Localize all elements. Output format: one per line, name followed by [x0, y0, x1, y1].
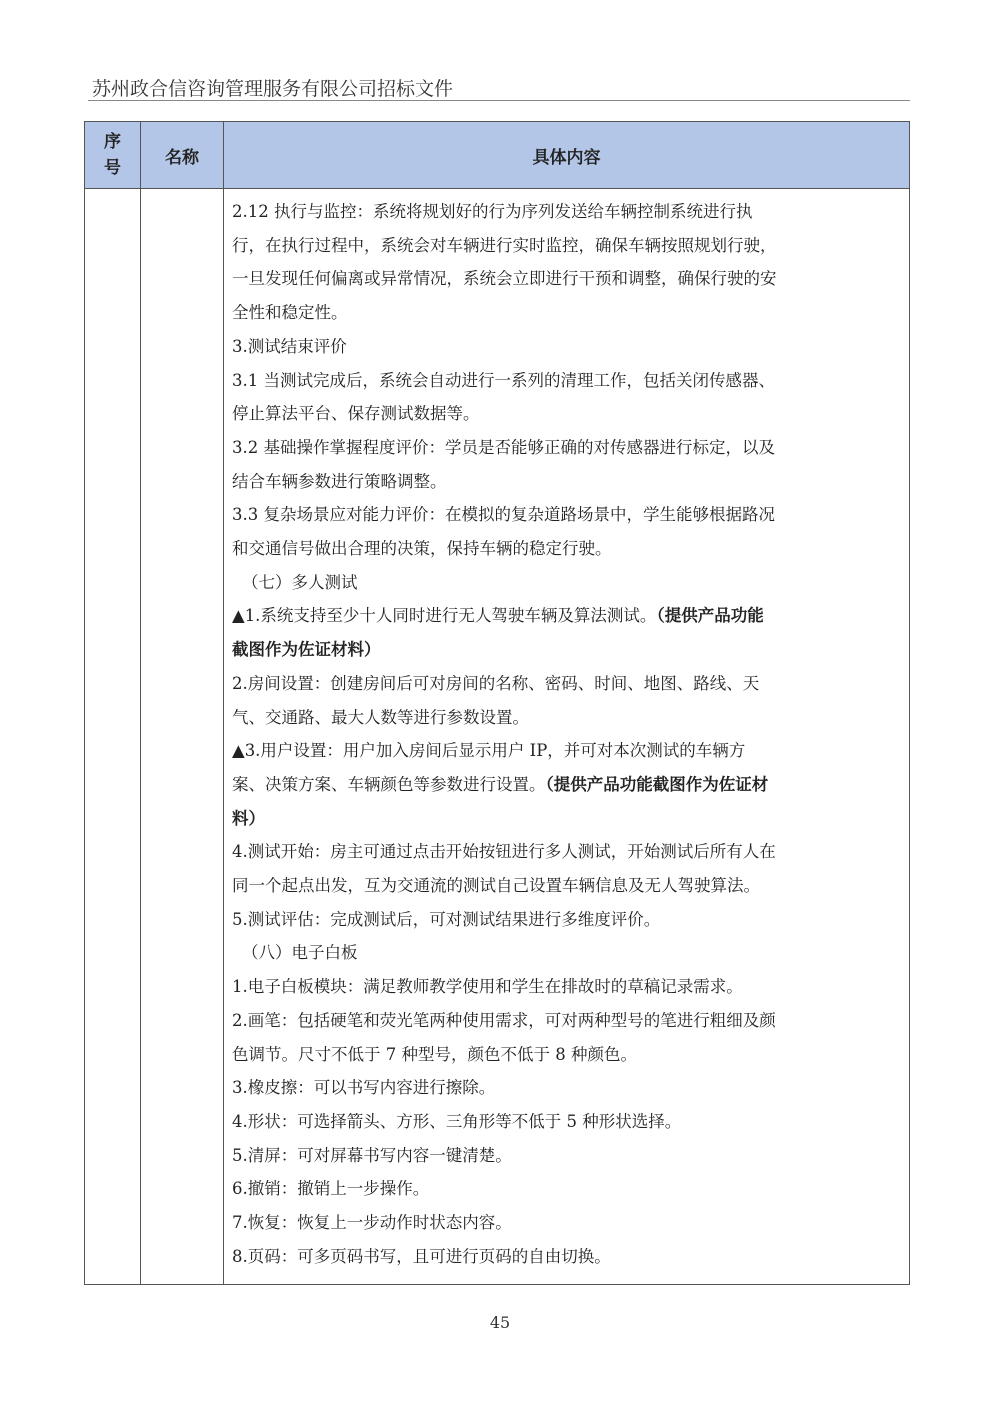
content-line: [232, 869, 901, 903]
content-line-text: 8.页码：可多页码书写，且可进行页码的自由切换。: [232, 1246, 611, 1266]
content-line-text: 2.房间设置：创建房间后可对房间的名称、密码、时间、地图、路线、天: [232, 673, 760, 693]
content-line-text: 2.12 执行与监控：系统将规划好的行为序列发送给车辆控制系统进行执: [232, 202, 753, 221]
content-line: [232, 566, 901, 600]
content-line: [232, 667, 901, 701]
content-line-bold: （提供产品功能: [656, 606, 764, 626]
content-line: [232, 229, 901, 263]
content-line-text: （七）多人测试: [242, 572, 358, 592]
content-line: [232, 330, 901, 364]
content-line: [232, 1038, 901, 1072]
page-number: 45: [489, 1313, 511, 1332]
content-line-text: 3.2 基础操作掌握程度评价：学员是否能够正确的对传感器进行标定，以及: [232, 437, 775, 457]
content-line-text: 3.橡皮擦：可以书写内容进行擦除。: [232, 1078, 496, 1098]
content-line: [232, 1004, 901, 1038]
content-line-text: 4.测试开始：房主可通过点击开始按钮进行多人测试，开始测试后所有人在: [232, 842, 776, 862]
content-line-text: 3.1 当测试完成后，系统会自动进行一系列的清理工作，包括关闭传感器、: [232, 370, 775, 390]
content-line: [232, 599, 901, 633]
content-line-text: 6.撤销：撤销上一步操作。: [232, 1179, 430, 1199]
content-line-text: 同一个起点出发，互为交通流的测试自己设置车辆信息及无人驾驶算法。: [232, 876, 760, 896]
content-line-bold: 截图作为佐证材料）: [232, 640, 381, 660]
cell-name: [141, 189, 224, 1285]
content-line-text: （八）电子白板: [242, 943, 358, 963]
content-line: [232, 701, 901, 735]
content-line: [232, 1206, 901, 1240]
content-line: [232, 397, 901, 431]
content-line: [232, 498, 901, 532]
content-line-text: 7.恢复：恢复上一步动作时状态内容。: [232, 1213, 512, 1233]
content-line-text: 行，在执行过程中，系统会对车辆进行实时监控，确保车辆按照规划行驶，: [232, 235, 777, 255]
content-line: [232, 1105, 901, 1139]
content-line-text: 停止算法平台、保存测试数据等。: [232, 404, 480, 424]
content-line-text: 一旦发现任何偏离或异常情况，系统会立即进行干预和调整，确保行驶的安: [232, 269, 777, 289]
col-header-no: [85, 122, 141, 189]
content-line: [232, 296, 901, 330]
content-line: [232, 431, 901, 465]
content-line-text: 案、决策方案、车辆颜色等参数进行设置。: [232, 774, 546, 794]
col-header-no-line1: 序: [104, 132, 121, 152]
content-line-text: 2.画笔：包括硬笔和荧光笔两种使用需求，可对两种型号的笔进行粗细及颜: [232, 1010, 776, 1030]
content-line: [232, 970, 901, 1004]
content-line: [232, 262, 901, 296]
content-lines: [224, 189, 909, 1284]
content-line: [232, 835, 901, 869]
content-line-text: ▲1.系统支持至少十人同时进行无人驾驶车辆及算法测试。: [232, 606, 657, 626]
content-line-text: 4.形状：可选择箭头、方形、三角形等不低于 5 种形状选择。: [232, 1111, 682, 1131]
spec-table: [84, 121, 910, 1285]
content-line-text: 和交通信号做出合理的决策，保持车辆的稳定行驶。: [232, 539, 612, 559]
content-line: [232, 195, 901, 229]
col-header-no-line2: 号: [104, 158, 121, 178]
table-row: [85, 189, 910, 1285]
content-line: [232, 1139, 901, 1173]
content-line: [232, 903, 901, 937]
content-line: [232, 532, 901, 566]
content-line: [232, 768, 901, 802]
content-line: [232, 633, 901, 667]
table-header-row: [85, 122, 910, 189]
document-header-title: 苏州政合信咨询管理服务有限公司招标文件: [92, 78, 454, 100]
content-line-bold: 料）: [232, 808, 265, 828]
content-line: [232, 802, 901, 836]
col-header-content: 具体内容: [224, 122, 910, 189]
content-line-text: 5.测试评估：完成测试后，可对测试结果进行多维度评价。: [232, 909, 661, 929]
header-divider: [88, 100, 910, 101]
content-line: [232, 465, 901, 499]
cell-content: [224, 189, 910, 1285]
content-line: [232, 1240, 901, 1274]
content-line: [232, 364, 901, 398]
content-line-text: 气、交通路、最大人数等进行参数设置。: [232, 707, 529, 727]
content-line: [232, 936, 901, 970]
content-line-text: 1.电子白板模块：满足教师教学使用和学生在排故时的草稿记录需求。: [232, 977, 743, 997]
content-line-text: ▲3.用户设置：用户加入房间后显示用户 IP，并可对本次测试的车辆方: [232, 741, 746, 761]
content-line-text: 全性和稳定性。: [232, 303, 348, 323]
content-line-bold: （提供产品功能截图作为佐证材: [545, 774, 769, 794]
content-line: [232, 1071, 901, 1105]
col-header-name: 名称: [141, 122, 224, 189]
content-line-text: 3.测试结束评价: [232, 336, 347, 356]
content-line: [232, 734, 901, 768]
content-line-text: 5.清屏：可对屏幕书写内容一键清楚。: [232, 1145, 512, 1165]
content-line-text: 色调节。尺寸不低于 7 种型号，颜色不低于 8 种颜色。: [232, 1044, 637, 1064]
content-line: [232, 1172, 901, 1206]
cell-no: [85, 189, 141, 1285]
content-line-text: 3.3 复杂场景应对能力评价：在模拟的复杂道路场景中，学生能够根据路况: [232, 505, 775, 525]
content-line-text: 结合车辆参数进行策略调整。: [232, 471, 447, 491]
